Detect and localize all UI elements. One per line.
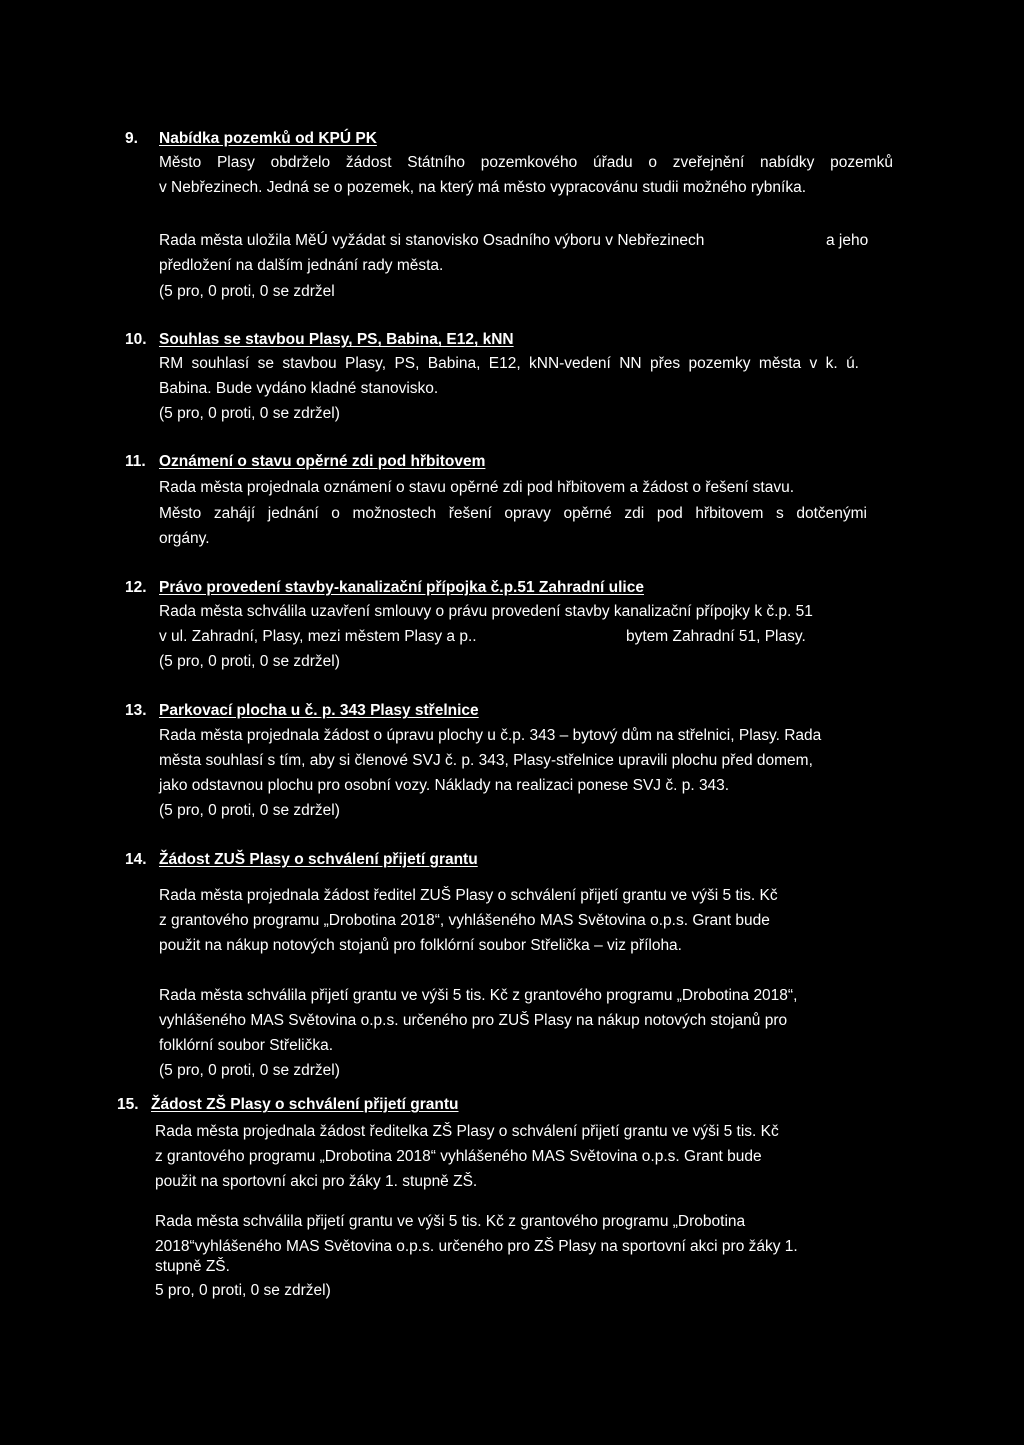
item-title: Parkovací plocha u č. p. 343 Plasy střelnice: [159, 702, 479, 719]
vote-result: (5 pro, 0 proti, 0 se zdržel): [159, 405, 340, 422]
item-text-line: v Nebřezinech. Jedná se o pozemek, na který má město vypracovánu studii možného rybníka.: [159, 179, 807, 196]
item-text-line: v ul. Zahradní, Plasy, mezi městem Plasy a p..: [159, 628, 477, 645]
item-number: 10.: [125, 331, 147, 348]
item-text-line: Babina. Bude vydáno kladné stanovisko.: [159, 380, 439, 397]
item-text-line: RM souhlasí se stavbou Plasy, PS, Babina, E12, kNN-vedení NN přes pozemky města v k. ú.: [159, 355, 859, 372]
item-number: 13.: [125, 702, 147, 719]
item-title: Právo provedení stavby-kanalizační přípojka č.p.51 Zahradní ulice: [159, 579, 644, 596]
vote-result: (5 pro, 0 proti, 0 se zdržel: [159, 283, 335, 300]
item-text-line: a jeho: [826, 232, 869, 249]
item-text-line: z grantového programu „Drobotina 2018“ vyhlášeného MAS Světovina o.p.s. Grant bude: [155, 1148, 762, 1165]
item-title: Žádost ZUŠ Plasy o schválení přijetí grantu: [159, 851, 478, 868]
item-text-line: Město zahájí jednání o možnostech řešení opravy opěrné zdi pod hřbitovem s dotčenými: [159, 505, 867, 522]
item-text-line: stupně ZŠ.: [155, 1258, 230, 1275]
item-number: 9.: [125, 130, 138, 147]
item-text-line: použit na nákup notových stojanů pro folklórní soubor Střelička – viz příloha.: [159, 937, 682, 954]
item-number: 11.: [125, 453, 146, 470]
item-number: 12.: [125, 579, 147, 596]
item-text-line: Rada města projednala žádost ředitelka ZŠ Plasy o schválení přijetí grantu ve výši 5 tis. Kč: [155, 1123, 779, 1140]
item-text-line: předložení na dalším jednání rady města.: [159, 257, 444, 274]
vote-result: 5 pro, 0 proti, 0 se zdržel): [155, 1282, 331, 1299]
item-text-line: Rada města projednala žádost ředitel ZUŠ Plasy o schválení přijetí grantu ve výši 5 tis. Kč: [159, 887, 778, 904]
item-text-line: Rada města projednala oznámení o stavu opěrné zdi pod hřbitovem a žádost o řešení stavu.: [159, 479, 795, 496]
item-text-line: Rada města schválila uzavření smlouvy o právu provedení stavby kanalizační přípojky k č.p. 51: [159, 603, 813, 620]
item-text-line: z grantového programu „Drobotina 2018“, vyhlášeného MAS Světovina o.p.s. Grant bude: [159, 912, 770, 929]
item-text-line: Rada města schválila přijetí grantu ve výši 5 tis. Kč z grantového programu „Drobotina: [155, 1213, 746, 1230]
item-text-line: Rada města uložila MěÚ vyžádat si stanovisko Osadního výboru v Nebřezinech: [159, 232, 705, 249]
vote-result: (5 pro, 0 proti, 0 se zdržel): [159, 1062, 340, 1079]
item-text-line: vyhlášeného MAS Světovina o.p.s. určeného pro ZUŠ Plasy na nákup notových stojanů pro: [159, 1012, 788, 1029]
item-number: 15.: [117, 1096, 139, 1113]
item-text-line: folklórní soubor Střelička.: [159, 1037, 334, 1054]
item-title: Souhlas se stavbou Plasy, PS, Babina, E12, kNN: [159, 331, 514, 348]
item-number: 14.: [125, 851, 147, 868]
item-text-line: bytem Zahradní 51, Plasy.: [626, 628, 806, 645]
item-text-line: Rada města schválila přijetí grantu ve výši 5 tis. Kč z grantového programu „Drobotina 2018“,: [159, 987, 798, 1004]
vote-result: (5 pro, 0 proti, 0 se zdržel): [159, 802, 340, 819]
item-text-line: jako odstavnou plochu pro osobní vozy. Náklady na realizaci ponese SVJ č. p. 343.: [159, 777, 730, 794]
vote-result: (5 pro, 0 proti, 0 se zdržel): [159, 653, 340, 670]
item-text-line: použit na sportovní akci pro žáky 1. stupně ZŠ.: [155, 1173, 478, 1190]
item-text-line: Rada města projednala žádost o úpravu plochy u č.p. 343 – bytový dům na střelnici, Plasy. Rada: [159, 727, 822, 744]
item-text-line: Město Plasy obdrželo žádost Státního pozemkového úřadu o zveřejnění nabídky pozemků: [159, 154, 893, 171]
item-title: Oznámení o stavu opěrné zdi pod hřbitovem: [159, 453, 486, 470]
item-text-line: orgány.: [159, 530, 210, 547]
item-text-line: 2018“vyhlášeného MAS Světovina o.p.s. určeného pro ZŠ Plasy na sportovní akci pro žáky 1.: [155, 1238, 798, 1255]
item-title: Žádost ZŠ Plasy o schválení přijetí grantu: [151, 1096, 459, 1113]
item-text-line: města souhlasí s tím, aby si členové SVJ č. p. 343, Plasy-střelnice upravili plochu před domem,: [159, 752, 813, 769]
item-title: Nabídka pozemků od KPÚ PK: [159, 130, 377, 147]
